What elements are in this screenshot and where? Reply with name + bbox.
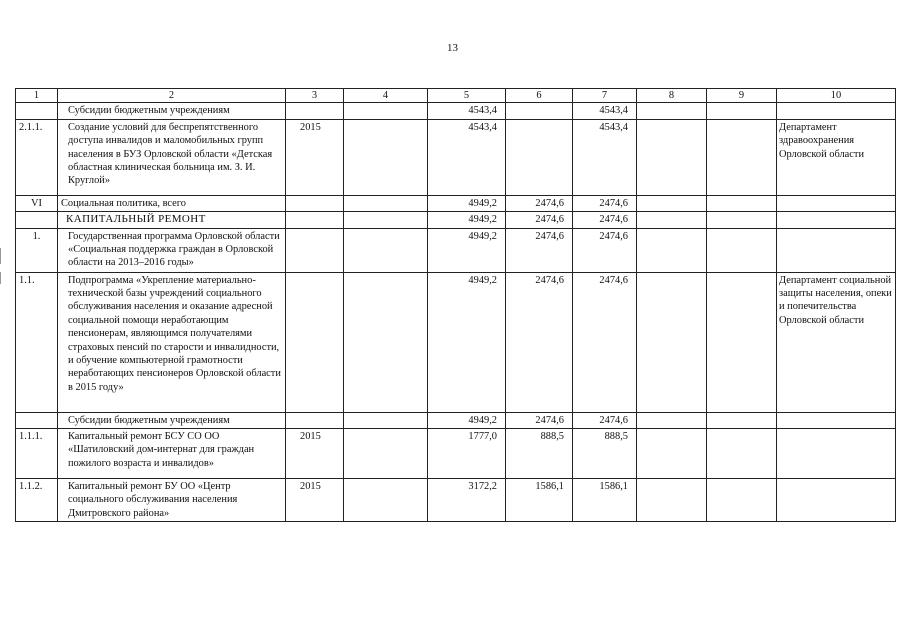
table-cell: 4543,4 — [428, 119, 506, 195]
table-cell: 1.1.1. — [16, 429, 58, 479]
table-cell: 4949,2 — [428, 195, 506, 211]
table-cell: КАПИТАЛЬНЫЙ РЕМОНТ — [58, 212, 286, 228]
table-cell — [637, 195, 707, 211]
table-cell — [637, 272, 707, 412]
table-cell — [344, 119, 428, 195]
header-cell: 6 — [506, 89, 573, 103]
table-cell: 4543,4 — [573, 119, 637, 195]
table-cell: 1.1. — [16, 272, 58, 412]
table-cell: 2474,6 — [573, 272, 637, 412]
table-cell: 4543,4 — [428, 103, 506, 119]
table-cell — [344, 412, 428, 428]
table-cell — [344, 212, 428, 228]
table-cell: 2474,6 — [506, 195, 573, 211]
table-cell — [637, 212, 707, 228]
table-cell: 4949,2 — [428, 272, 506, 412]
table-cell — [637, 103, 707, 119]
table-row — [16, 429, 896, 479]
table-cell: 4949,2 — [428, 228, 506, 272]
budget-table — [15, 88, 896, 522]
table-cell — [344, 479, 428, 522]
table-cell: 1.1.2. — [16, 479, 58, 522]
table-cell — [344, 272, 428, 412]
table-cell: 2474,6 — [506, 212, 573, 228]
table-cell: 2.1.1. — [16, 119, 58, 195]
header-cell: 5 — [428, 89, 506, 103]
table-cell — [286, 103, 344, 119]
table-cell: Капитальный ремонт БСУ СО ОО «Шатиловский дом-интернат для граждан пожилого возраста и инвалидов» — [58, 429, 286, 479]
table-cell: 4949,2 — [428, 412, 506, 428]
table-cell: Департамент здравоохранения Орловской области — [777, 119, 896, 195]
table-cell — [344, 195, 428, 211]
table-cell: 1586,1 — [506, 479, 573, 522]
table-cell: 1. — [16, 228, 58, 272]
table-row — [16, 195, 896, 211]
table-cell — [16, 212, 58, 228]
table-cell — [637, 228, 707, 272]
table-row — [16, 479, 896, 522]
table-cell — [16, 412, 58, 428]
table-cell — [707, 103, 777, 119]
table-cell — [707, 272, 777, 412]
header-cell: 8 — [637, 89, 707, 103]
left-margin-mark — [0, 248, 1, 264]
table-cell — [707, 228, 777, 272]
table-cell: 888,5 — [573, 429, 637, 479]
table-row — [16, 119, 896, 195]
table-cell: Департамент социальной защиты населения, опеки и попечительства Орловской области — [777, 272, 896, 412]
table-cell: Субсидии бюджетным учреждениям — [58, 103, 286, 119]
table-cell — [777, 479, 896, 522]
table-cell — [707, 412, 777, 428]
table-cell: 2015 — [286, 479, 344, 522]
table-cell — [286, 412, 344, 428]
table-cell — [344, 228, 428, 272]
table-cell — [344, 429, 428, 479]
table-cell: Создание условий для беспрепятственного доступа инвалидов и маломобильных групп населения в БУЗ Орловской области «Детская областная клиническая больница им. З. И. Круглой» — [58, 119, 286, 195]
header-cell: 1 — [16, 89, 58, 103]
table-row — [16, 212, 896, 228]
table-cell — [286, 228, 344, 272]
table-cell — [506, 103, 573, 119]
table-cell: 2474,6 — [506, 228, 573, 272]
table-cell — [707, 212, 777, 228]
table-cell: 4543,4 — [573, 103, 637, 119]
table-cell — [707, 479, 777, 522]
table-cell: 888,5 — [506, 429, 573, 479]
table-cell — [777, 212, 896, 228]
header-cell: 2 — [58, 89, 286, 103]
table-cell: 2474,6 — [573, 195, 637, 211]
table-cell: 2474,6 — [573, 212, 637, 228]
table-cell: Государственная программа Орловской области «Социальная поддержка граждан в Орловской области на 2013–2016 годы» — [58, 228, 286, 272]
table-cell — [777, 429, 896, 479]
table-cell: Социальная политика, всего — [58, 195, 286, 211]
table-cell — [707, 195, 777, 211]
table-cell — [16, 103, 58, 119]
table-cell — [637, 119, 707, 195]
page-number: 13 — [447, 42, 458, 54]
table-cell — [777, 195, 896, 211]
header-cell: 7 — [573, 89, 637, 103]
table-cell — [777, 228, 896, 272]
table-row — [16, 412, 896, 428]
table-row — [16, 272, 896, 412]
left-margin-mark — [0, 272, 1, 284]
table-cell — [777, 412, 896, 428]
table-cell — [286, 195, 344, 211]
table-cell — [286, 272, 344, 412]
table-cell — [707, 119, 777, 195]
table-cell: 2474,6 — [573, 228, 637, 272]
table-cell — [286, 212, 344, 228]
header-cell: 9 — [707, 89, 777, 103]
table-body — [16, 89, 896, 522]
table-row — [16, 103, 896, 119]
table-cell: 4949,2 — [428, 212, 506, 228]
table-cell: 1586,1 — [573, 479, 637, 522]
table-cell: 2474,6 — [506, 412, 573, 428]
table-cell: Подпрограмма «Укрепление материально-технической базы учреждений социального обслуживания населения и оказание адресной социальной помощи неработающим пенсионерам, являющимся получателями страховых пенсий по старости и инвалидности, и обучение компьютерной грамотности неработающих пенсионеров Орловской области в 2015 году» — [58, 272, 286, 412]
table-cell — [777, 103, 896, 119]
table-cell: 2474,6 — [506, 272, 573, 412]
table-cell: 2474,6 — [573, 412, 637, 428]
table-cell: Субсидии бюджетным учреждениям — [58, 412, 286, 428]
table-cell: 2015 — [286, 119, 344, 195]
header-cell: 10 — [777, 89, 896, 103]
table-cell: 1777,0 — [428, 429, 506, 479]
table-cell — [637, 429, 707, 479]
table-cell — [637, 412, 707, 428]
table-cell — [637, 479, 707, 522]
table-cell — [344, 103, 428, 119]
header-cell: 4 — [344, 89, 428, 103]
table-cell — [506, 119, 573, 195]
table-cell: VI — [16, 195, 58, 211]
table-cell: Капитальный ремонт БУ ОО «Центр социального обслуживания населения Дмитровского района» — [58, 479, 286, 522]
table-row — [16, 228, 896, 272]
table-cell: 3172,2 — [428, 479, 506, 522]
table-header-row — [16, 89, 896, 103]
table-cell — [707, 429, 777, 479]
header-cell: 3 — [286, 89, 344, 103]
table-cell: 2015 — [286, 429, 344, 479]
